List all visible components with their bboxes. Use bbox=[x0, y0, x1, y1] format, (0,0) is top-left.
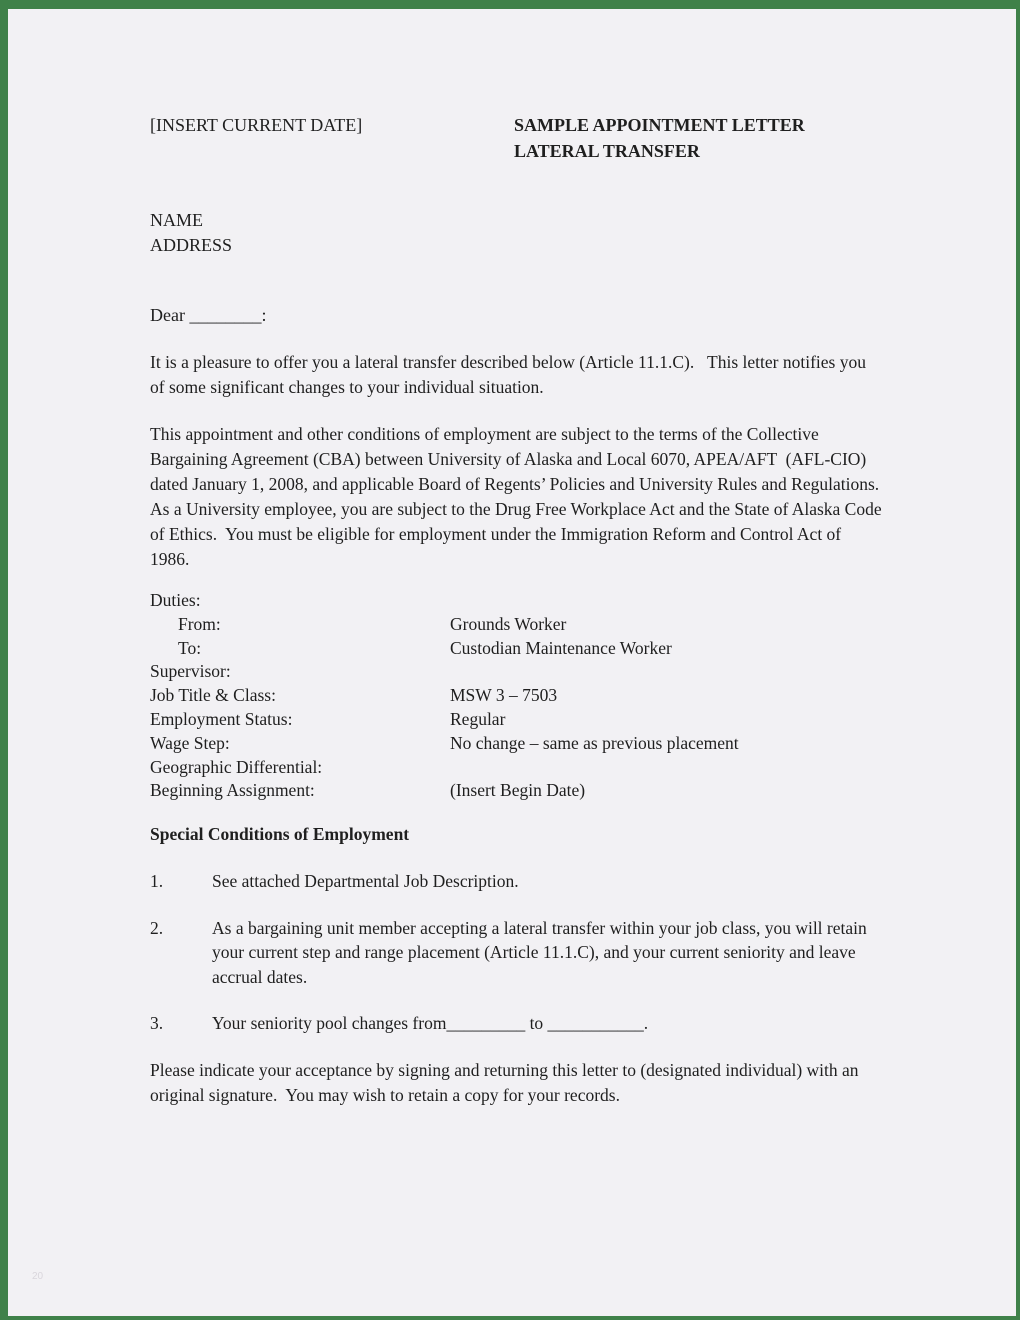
special-conditions-heading: Special Conditions of Employment bbox=[150, 824, 410, 845]
special-condition-item-3 bbox=[150, 1011, 882, 1036]
list-item-text: As a bargaining unit member accepting a lateral transfer within your job class, you will retain your current step and range placement (Article 11.1.C), and your current seniority and leave accrual dates. bbox=[212, 917, 872, 987]
detail-value: Grounds Worker bbox=[450, 613, 567, 634]
detail-value bbox=[450, 589, 882, 613]
paragraph-terms: This appointment and other conditions of employment are subject to the terms of the Collective Bargaining Agreement (CBA) between University of Alaska and Local 6070, APEA/AFT (AFL-CIO) dated January 1, 2008, and applicable Board of Regents’ Policies and University Rules and Regulations. As a University employee, you are subject to the Drug Free Workplace Act and the State of Alaska Code of Ethics. You must be eligible for employment under the Immigration Reform and Control Act of 1986. bbox=[150, 424, 887, 569]
detail-label: Beginning Assignment: bbox=[150, 780, 315, 801]
list-item-number: 2. bbox=[150, 917, 164, 938]
letter-header bbox=[150, 112, 882, 164]
letter-title-line2: LATERAL TRANSFER bbox=[514, 141, 700, 161]
detail-row-beginning-assignment bbox=[150, 779, 882, 803]
detail-row-to bbox=[150, 637, 882, 661]
date-placeholder: [INSERT CURRENT DATE] bbox=[150, 115, 363, 135]
detail-row-duties bbox=[150, 589, 882, 613]
detail-row-employment-status bbox=[150, 708, 882, 732]
special-condition-item-1 bbox=[150, 869, 882, 894]
detail-row-wage-step bbox=[150, 732, 882, 756]
detail-row-supervisor bbox=[150, 660, 882, 684]
detail-label: Geographic Differential: bbox=[150, 756, 323, 777]
detail-value: MSW 3 – 7503 bbox=[450, 685, 558, 706]
detail-row-from bbox=[150, 613, 882, 637]
letter-title bbox=[514, 112, 882, 164]
detail-row-job-title-class bbox=[150, 684, 882, 708]
detail-value: Custodian Maintenance Worker bbox=[450, 637, 672, 658]
recipient-block bbox=[150, 208, 882, 258]
detail-value: Regular bbox=[450, 708, 506, 729]
detail-label: Job Title & Class: bbox=[150, 685, 276, 706]
recipient-address: ADDRESS bbox=[150, 235, 233, 255]
special-condition-item-2 bbox=[150, 916, 882, 990]
list-item-text: See attached Departmental Job Description. bbox=[212, 871, 519, 892]
faint-page-number: 20 bbox=[32, 1271, 44, 1282]
detail-label: From: bbox=[178, 613, 221, 634]
detail-label: To: bbox=[178, 637, 202, 658]
paragraph-closing: Please indicate your acceptance by signing and returning this letter to (designated individual) with an original signature. You may wish to retain a copy for your records. bbox=[150, 1059, 863, 1105]
detail-row-geographic-differential bbox=[150, 756, 882, 780]
detail-value bbox=[450, 756, 882, 780]
detail-label: Employment Status: bbox=[150, 708, 293, 729]
list-item-number: 1. bbox=[150, 871, 164, 892]
list-item-text: Your seniority pool changes from_________ to ___________. bbox=[212, 1013, 649, 1034]
transfer-details bbox=[150, 589, 882, 803]
detail-label: Wage Step: bbox=[150, 732, 230, 753]
letter-title-line1: SAMPLE APPOINTMENT LETTER bbox=[514, 115, 805, 135]
salutation: Dear ________: bbox=[150, 305, 267, 325]
detail-value: (Insert Begin Date) bbox=[450, 780, 586, 801]
letter-body bbox=[150, 112, 887, 1108]
paragraph-intro: It is a pleasure to offer you a lateral transfer described below (Article 11.1.C). This letter notifies you of some significant changes to your individual situation. bbox=[150, 352, 871, 397]
recipient-name: NAME bbox=[150, 210, 203, 230]
detail-value bbox=[450, 660, 882, 684]
detail-label: Supervisor: bbox=[150, 661, 231, 682]
detail-label: Duties: bbox=[150, 590, 201, 610]
list-item-number: 3. bbox=[150, 1013, 164, 1034]
detail-value: No change – same as previous placement bbox=[450, 732, 739, 753]
